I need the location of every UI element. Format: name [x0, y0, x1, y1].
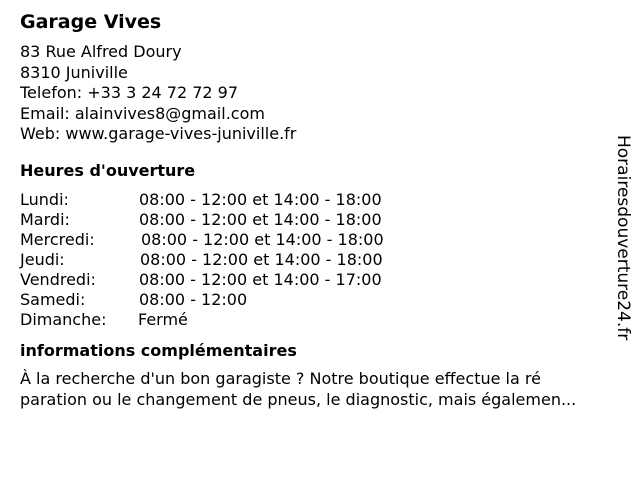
email-line: Email: alainvives8@gmail.com	[20, 103, 265, 123]
info-description	[20, 368, 620, 410]
business-card	[20, 9, 620, 410]
hours-row-vendredi	[20, 270, 620, 290]
time-value: 08:00 - 12:00 et 14:00 - 18:00	[140, 249, 383, 269]
time-value: 08:00 - 12:00	[139, 289, 248, 309]
address-block	[20, 42, 620, 145]
day-label: Samedi:	[20, 289, 86, 309]
day-label: Lundi:	[20, 189, 69, 209]
watermark-text: Horairesdouverture24.fr	[613, 135, 633, 341]
time-value: 08:00 - 12:00 et 14:00 - 18:00	[139, 189, 382, 209]
day-label: Vendredi:	[20, 269, 96, 289]
hours-table	[20, 190, 620, 330]
street-address: 83 Rue Alfred Doury	[20, 42, 182, 61]
info-heading: informations complémentaires	[20, 340, 297, 360]
time-value: Fermé	[138, 309, 188, 329]
website-line: Web: www.garage-vives-juniville.fr	[20, 124, 297, 143]
hours-heading: Heures d'ouverture	[20, 160, 196, 180]
hours-row-dimanche	[20, 310, 620, 330]
hours-row-jeudi	[20, 250, 620, 270]
hours-row-mardi	[20, 210, 620, 230]
info-line: À la recherche d'un bon garagiste ? Notre boutique effectue la ré	[20, 368, 541, 388]
time-value: 08:00 - 12:00 et 14:00 - 17:00	[139, 269, 382, 289]
site-watermark	[612, 135, 634, 375]
time-value: 08:00 - 12:00 et 14:00 - 18:00	[141, 229, 384, 249]
hours-row-mercredi	[20, 230, 620, 250]
info-line: paration ou le changement de pneus, le diagnostic, mais égalemen...	[20, 389, 577, 409]
hours-row-samedi	[20, 290, 620, 310]
business-name: Garage Vives	[20, 11, 162, 33]
day-label: Jeudi:	[20, 249, 65, 269]
postal-city: 8310 Juniville	[20, 62, 128, 82]
day-label: Mercredi:	[20, 229, 95, 249]
hours-row-lundi	[20, 190, 620, 210]
time-value: 08:00 - 12:00 et 14:00 - 18:00	[139, 209, 382, 229]
day-label: Dimanche:	[20, 309, 107, 329]
phone-line: Telefon: +33 3 24 72 72 97	[20, 83, 239, 102]
day-label: Mardi:	[20, 209, 70, 229]
